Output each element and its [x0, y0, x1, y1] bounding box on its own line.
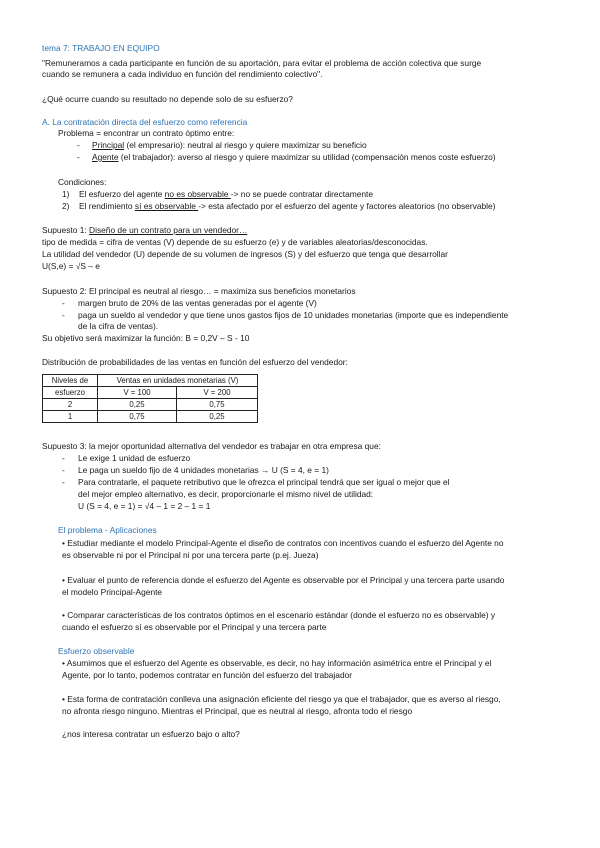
- supuesto-1-line-1: tipo de medida = cifra de ventas (V) depende de su esfuerzo (e) y de variables aleatorias/desconocidas.: [42, 237, 428, 247]
- supuesto-1-line-2: La utilidad del vendedor (U) depende de su volumen de ingresos (S) y del esfuerzo que tenga que desarrollar: [42, 249, 448, 259]
- condition-2-pre: El rendimiento: [79, 201, 135, 211]
- condition-number-2: 2): [62, 201, 70, 211]
- bullet-dash: -: [77, 140, 80, 150]
- observable-item-1a: • Asumimos que el esfuerzo del Agente es observable, es decir, no hay información asimétrica entre el Principal y el: [62, 658, 492, 668]
- table-row: [43, 411, 258, 423]
- supuesto-3-bullet-1: Le exige 1 unidad de esfuerzo: [78, 453, 191, 463]
- observable-question: ¿nos interesa contratar un esfuerzo bajo o alto?: [62, 729, 240, 739]
- supuesto-2-bullet-2a: paga un sueldo al vendedor y que tiene unos gastos fijos de 10 unidades monetarias (importe que es independiente: [78, 310, 509, 320]
- condition-1: [79, 189, 373, 200]
- observable-item-1b: Agente, por lo tanto, podemos contratar en función del esfuerzo del trabajador: [62, 670, 353, 680]
- principal-line: [92, 140, 367, 151]
- supuesto-1-heading: Diseño de un contrato para un vendedor…: [89, 225, 248, 235]
- row-v200: 0,75: [177, 399, 258, 411]
- condition-1-post: -> no se puede contratar directamente: [230, 189, 374, 199]
- condition-2: [79, 201, 495, 212]
- problema-item-2a: • Evaluar el punto de referencia donde el esfuerzo del Agente es observable por el Principal y una tercera parte usando: [62, 575, 505, 585]
- condition-2-underlined: sí es observable: [134, 201, 199, 211]
- condition-2-post: -> esta afectado por el esfuerzo del agente y factores aleatorios (no observable): [198, 201, 496, 211]
- problema-item-1b: es observable ni por el Principal ni por una tercera parte (p.ej. Jueza): [62, 550, 319, 560]
- bullet-dash: -: [62, 310, 65, 320]
- distribution-title: Distribución de probabilidades de las ventas en función del esfuerzo del vendedor:: [42, 357, 348, 367]
- bullet-dash: -: [62, 453, 65, 463]
- supuesto-2-bullet-2b: de la cifra de ventas).: [78, 321, 159, 331]
- bullet-dash: -: [62, 477, 65, 487]
- header-sales: Ventas en unidades monetarias (V): [98, 375, 258, 387]
- table-row: [43, 399, 258, 411]
- principal-term: Principal: [92, 140, 125, 150]
- table-header-row: [43, 375, 258, 387]
- header-effort-line-1: Niveles de: [51, 375, 89, 385]
- section-a-title: A. La contratación directa del esfuerzo como referencia: [42, 117, 248, 127]
- principal-desc: (el empresario): neutral al riesgo y quiere maximizar su beneficio: [124, 140, 367, 150]
- header-v200: V = 200: [177, 387, 258, 399]
- doc-title: tema 7: TRABAJO EN EQUIPO: [42, 43, 160, 53]
- conditions-title: Condiciones:: [58, 177, 107, 187]
- distribution-table: [42, 374, 258, 423]
- condition-1-pre: El esfuerzo del agente: [79, 189, 165, 199]
- bullet-dash: -: [62, 465, 65, 475]
- problema-item-3a: • Comparar características de los contratos óptimos en el escenario estándar (donde el esfuerzo no es observable) y: [62, 610, 496, 620]
- observable-title: Esfuerzo observable: [58, 646, 135, 656]
- row-v100: 0,25: [98, 399, 177, 411]
- supuesto-2-bullet-1: margen bruto de 20% de las ventas generadas por el agente (V): [78, 298, 317, 308]
- condition-1-underlined: no es observable: [164, 189, 231, 199]
- problema-item-2b: el modelo Principal-Agente: [62, 587, 163, 597]
- header-effort-2: esfuerzo: [43, 387, 98, 399]
- supuesto-3-title: Supuesto 3: la mejor oportunidad alternativa del vendedor es trabajar en otra empresa que:: [42, 441, 381, 451]
- row-v200: 0,25: [177, 411, 258, 423]
- agent-term: Agente: [92, 152, 119, 162]
- bullet-dash: -: [62, 298, 65, 308]
- agent-desc: (el trabajador): averso al riesgo y quiere maximizar su utilidad (compensación menos coste esfuerzo): [118, 152, 496, 162]
- supuesto-3-bullet-3b: del mejor empleo alternativo, es decir, proporcionarle el mismo nivel de utilidad:: [78, 489, 374, 499]
- row-v100: 0,75: [98, 411, 177, 423]
- supuesto-2-title: Supuesto 2: El principal es neutral al riesgo… = maximiza sus beneficios monetarios: [42, 286, 356, 296]
- row-effort: 1: [43, 411, 98, 423]
- supuesto-1-label: Supuesto 1:: [42, 225, 90, 235]
- alternative-utility-formula: U (S = 4, e = 1) = √4 – 1 = 2 – 1 = 1: [78, 501, 211, 511]
- header-effort: [43, 375, 98, 387]
- supuesto-3-bullet-2: Le paga un sueldo fijo de 4 unidades monetarias → U (S = 4, e = 1): [78, 465, 329, 475]
- problem-statement: Problema = encontrar un contrato óptimo entre:: [58, 128, 235, 138]
- table-header-row: [43, 387, 258, 399]
- problema-item-1a: • Estudiar mediante el modelo Principal-Agente el diseño de contratos con incentivos cuando el esfuerzo del Agente no: [62, 538, 504, 548]
- condition-number-1: 1): [62, 189, 70, 199]
- objective-function: Su objetivo será maximizar la función: B = 0,2V – S - 10: [42, 333, 250, 343]
- intro-question: ¿Qué ocurre cuando su resultado no depende solo de su esfuerzo?: [42, 94, 293, 104]
- problema-item-3b: cuando el esfuerzo sí es observable por el Principal y una tercera parte: [62, 622, 327, 632]
- row-effort: 2: [43, 399, 98, 411]
- agent-line: [92, 152, 496, 163]
- supuesto-3-bullet-3a: Para contratarle, el paquete retributivo que le ofrezca el principal tendrá que ser igual o mejor que el: [78, 477, 450, 487]
- bullet-dash: -: [77, 152, 80, 162]
- problema-title: El problema - Aplicaciones: [58, 525, 157, 535]
- utility-formula: U(S,e) = √S – e: [42, 261, 100, 271]
- observable-item-2a: • Esta forma de contratación conlleva una asignación eficiente del riesgo ya que el trabajador, que es averso al riesgo,: [62, 694, 501, 704]
- supuesto-1-title: [42, 225, 247, 236]
- quote-line-1: "Remuneramos a cada participante en función de su aportación, para evitar el problema de acción colectiva que surge: [42, 58, 482, 68]
- header-v100: V = 100: [98, 387, 177, 399]
- observable-item-2b: no afronta riesgo ninguno. Mientras el Principal, que es neutral al riesgo, afronta todo el riesgo: [62, 706, 413, 716]
- quote-line-2: cuando se remunera a cada individuo en función del rendimiento colectivo".: [42, 69, 323, 79]
